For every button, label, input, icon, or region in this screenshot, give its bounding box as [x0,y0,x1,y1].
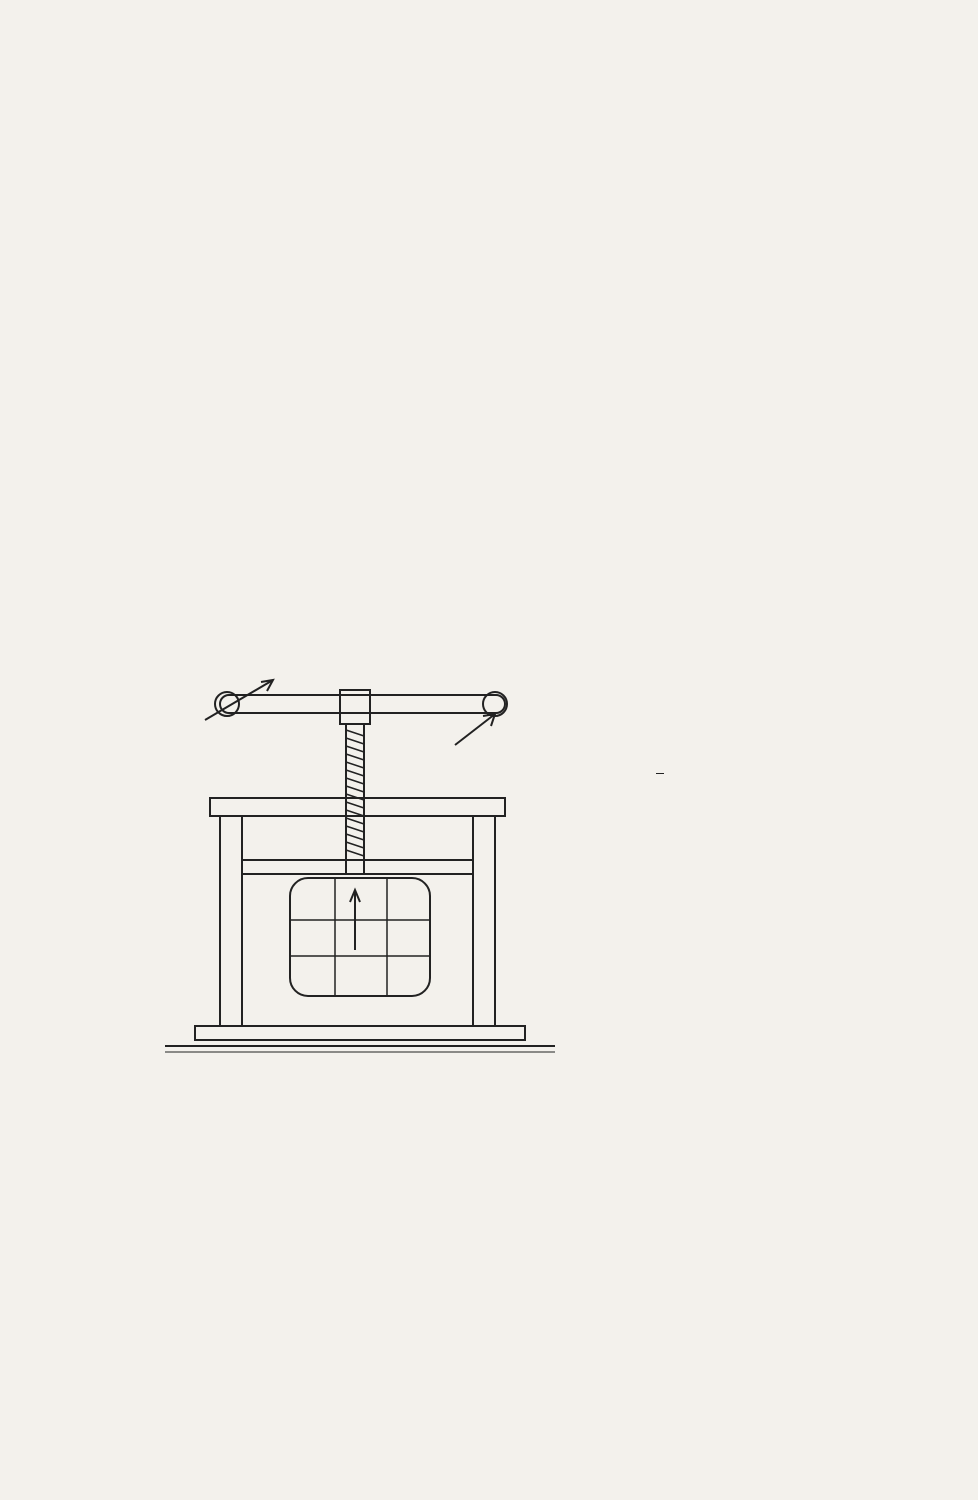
pressed-bale [290,878,430,996]
right-column [473,816,495,1026]
left-column [220,816,242,1026]
press-plate [242,860,473,874]
formula-fraction [656,773,664,774]
screw-press-figure [165,650,575,1060]
force-arrow-right [455,714,495,745]
handle-bar [220,695,505,713]
formula-numerator [656,773,664,774]
equilibrium-formula [652,760,664,786]
screw-thread [346,730,364,856]
side-text-block [583,640,898,704]
press-base [195,1026,525,1040]
